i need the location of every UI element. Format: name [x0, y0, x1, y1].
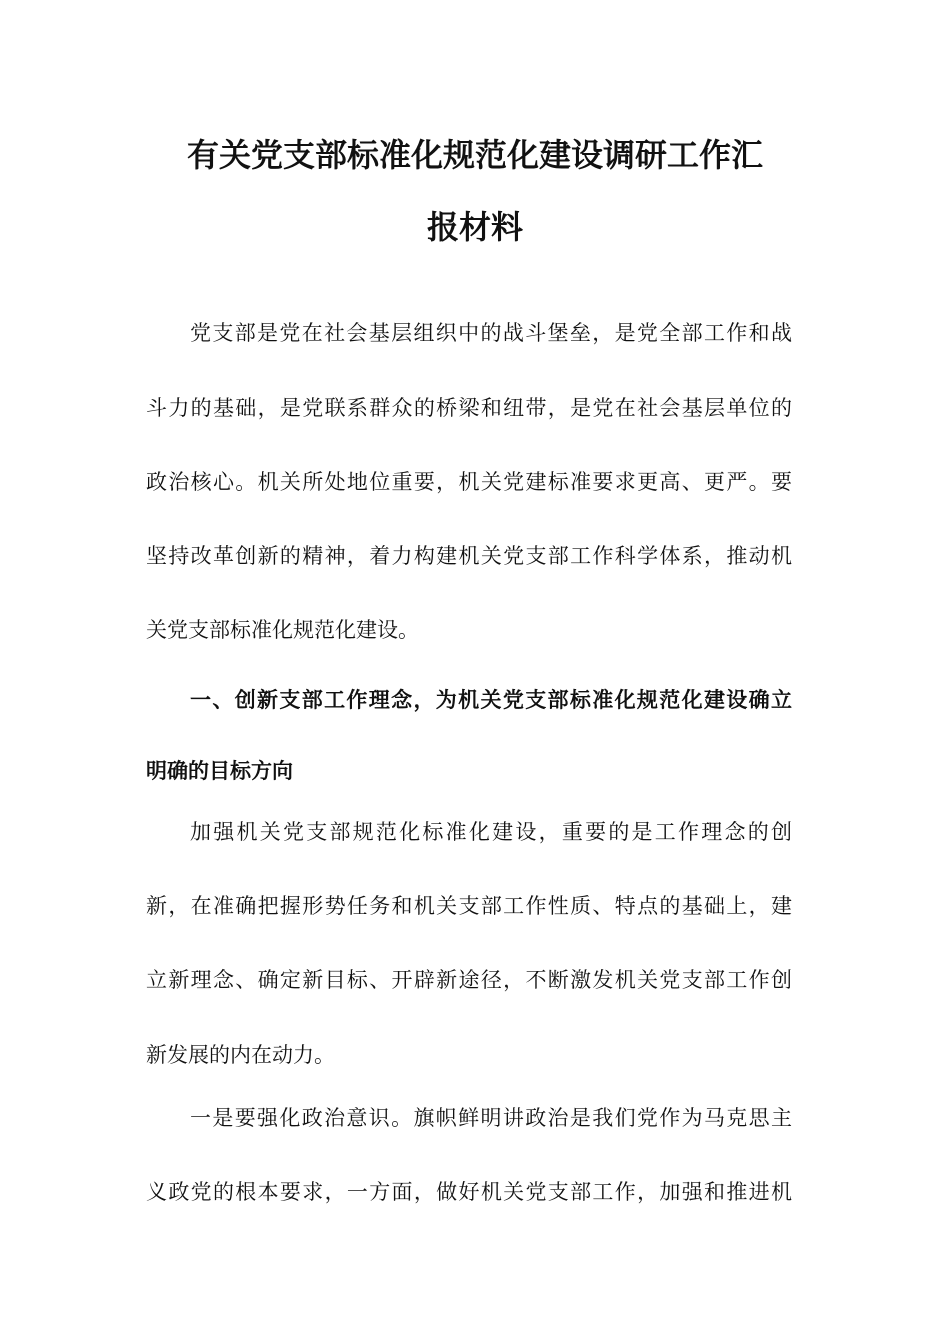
- paragraph-3-line-1: 一是要强化政治意识。旗帜鲜明讲政治是我们党作为马克思主: [190, 1106, 792, 1130]
- paragraph-1-line-5: 关党支部标准化规范化建设。: [146, 618, 419, 642]
- document-title-line-2: 报材料: [426, 208, 523, 246]
- paragraph-1-line-3: 政治核心。机关所处地位重要，机关党建标准要求更高、更严。要: [146, 470, 792, 494]
- paragraph-2-line-4: 新发展的内在动力。: [146, 1043, 335, 1067]
- paragraph-2-line-2: 新，在准确把握形势任务和机关支部工作性质、特点的基础上，建: [146, 894, 792, 918]
- paragraph-1-line-1: 党支部是党在社会基层组织中的战斗堡垒，是党全部工作和战: [190, 321, 792, 345]
- paragraph-2-line-3: 立新理念、确定新目标、开辟新途径，不断激发机关党支部工作创: [146, 968, 792, 992]
- section-heading-line-1: 一、创新支部工作理念，为机关党支部标准化规范化建设确立: [190, 688, 792, 712]
- paragraph-2-line-1: 加强机关党支部规范化标准化建设，重要的是工作理念的创: [190, 820, 792, 844]
- document-title-line-1: 有关党支部标准化规范化建设调研工作汇: [186, 136, 763, 174]
- section-heading-line-2: 明确的目标方向: [146, 759, 293, 783]
- paragraph-3-line-2: 义政党的根本要求，一方面，做好机关党支部工作，加强和推进机: [146, 1180, 792, 1204]
- paragraph-1-line-4: 坚持改革创新的精神，着力构建机关党支部工作科学体系，推动机: [146, 544, 792, 568]
- paragraph-1-line-2: 斗力的基础，是党联系群众的桥梁和纽带，是党在社会基层单位的: [146, 396, 792, 420]
